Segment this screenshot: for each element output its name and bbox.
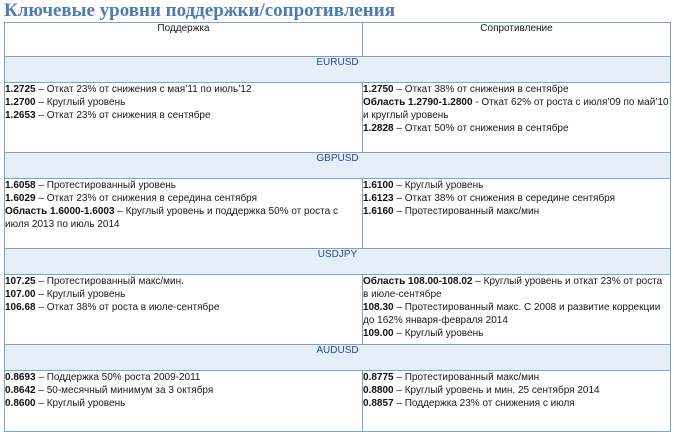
level-value: 0.8775 [363,372,394,383]
level-description: – Круглый уровень [35,97,126,108]
level-description: – Протестированный макс. С 2008 и развитие коррекции до 162% января-февраля 2014 [363,302,661,326]
resistance-level-line [363,327,670,340]
level-description: – Протестированный макс/мин [393,206,540,217]
level-value: 1.2750 [363,84,394,95]
resistance-cell [363,179,671,249]
support-column-header: Поддержка [5,23,363,57]
resistance-level-line [363,96,670,122]
resistance-level-line [363,384,670,397]
level-description: – Протестированный уровень [35,180,176,191]
level-description: – Откат 38% от роста в июле-сентябре [35,302,220,313]
level-value: 1.2828 [363,123,394,134]
resistance-level-line [363,275,670,301]
resistance-column-header: Сопротивление [363,23,671,57]
level-description: – Круглый уровень [393,328,484,339]
level-value: 1.6100 [363,180,394,191]
level-value: 107.25 [5,276,36,287]
level-description: – Круглый уровень и откат 23% от роста в июле-сентябре [363,276,663,300]
level-value: 1.2725 [5,84,36,95]
pair-header: AUDUSD [5,345,671,371]
resistance-cell [363,275,671,345]
level-description: – Круглый уровень и поддержка 50% от роста с июля 2013 по июль 2014 [5,206,338,230]
page-title: Ключевые уровни поддержки/сопротивления [4,0,395,21]
level-value: 1.6058 [5,180,36,191]
level-description: – Протестированный макс/мин [393,372,540,383]
level-value: 109.00 [363,328,394,339]
level-description: – Круглый уровень и мин. 25 сентября 2014 [393,385,600,396]
resistance-level-line [363,371,670,384]
support-level-line [5,192,362,205]
support-cell [5,275,363,345]
level-value: 0.8857 [363,398,394,409]
levels-row [5,83,671,153]
support-level-line [5,371,362,384]
level-value: Область 1.6000-1.6003 [5,206,115,217]
support-cell [5,179,363,249]
level-description: – Откат 23% от снижения с мая’11 по июль’12 [35,84,252,95]
levels-row [5,179,671,249]
level-description: - Откат 62% от роста с июля’09 по май’10 и круглый уровень [363,97,669,121]
support-level-line [5,205,362,231]
level-value: 107.00 [5,289,36,300]
level-value: 1.6123 [363,193,394,204]
level-value: 0.8642 [5,385,36,396]
level-description: – Круглый уровень [35,398,126,409]
resistance-level-line [363,192,670,205]
level-value: 0.8800 [363,385,394,396]
level-value: 0.8600 [5,398,36,409]
level-value: 0.8693 [5,372,36,383]
table-body [5,57,671,432]
pair-header: GBPUSD [5,153,671,179]
level-value: Область 108.00-108.02 [363,276,473,287]
level-value: Область 1.2790-1.2800 [363,97,473,108]
levels-row [5,371,671,432]
resistance-cell [363,371,671,432]
level-description: – Откат 23% от снижения в сентябре [35,110,211,121]
support-level-line [5,275,362,288]
level-value: 1.2700 [5,97,36,108]
levels-row [5,275,671,345]
table-header-row [5,23,671,57]
level-description: – Круглый уровень [393,180,484,191]
support-level-line [5,109,362,122]
resistance-level-line [363,205,670,218]
level-description: – Поддержка 23% от снижения с июля [393,398,575,409]
level-description: – Протестированный макс/мин. [35,276,184,287]
level-value: 106.68 [5,302,36,313]
level-description: – Откат 50% от снижения в сентябре [393,123,569,134]
level-description: – Откат 38% от снижения в сентябре [393,84,569,95]
resistance-cell [363,83,671,153]
pair-row [5,345,671,371]
level-description: – Откат 23% от снижения в середина сентября [35,193,258,204]
resistance-level-line [363,122,670,135]
support-level-line [5,384,362,397]
level-description: – Откат 38% от снижения в середине сентября [393,193,616,204]
support-level-line [5,301,362,314]
support-level-line [5,179,362,192]
support-cell [5,371,363,432]
levels-table [4,22,671,432]
resistance-level-line [363,83,670,96]
support-cell [5,83,363,153]
support-level-line [5,96,362,109]
pair-row [5,153,671,179]
support-level-line [5,288,362,301]
support-level-line [5,83,362,96]
level-value: 1.6029 [5,193,36,204]
pair-row [5,57,671,83]
level-value: 1.6160 [363,206,394,217]
level-description: – 50-месячный минимум за 3 октября [35,385,214,396]
pair-header: USDJPY [5,249,671,275]
pair-row [5,249,671,275]
pair-header: EURUSD [5,57,671,83]
resistance-level-line [363,179,670,192]
level-description: – Поддержка 50% роста 2009-2011 [35,372,201,383]
level-value: 1.2653 [5,110,36,121]
support-level-line [5,397,362,410]
level-value: 108.30 [363,302,394,313]
level-description: – Круглый уровень [35,289,126,300]
resistance-level-line [363,397,670,410]
resistance-level-line [363,301,670,327]
